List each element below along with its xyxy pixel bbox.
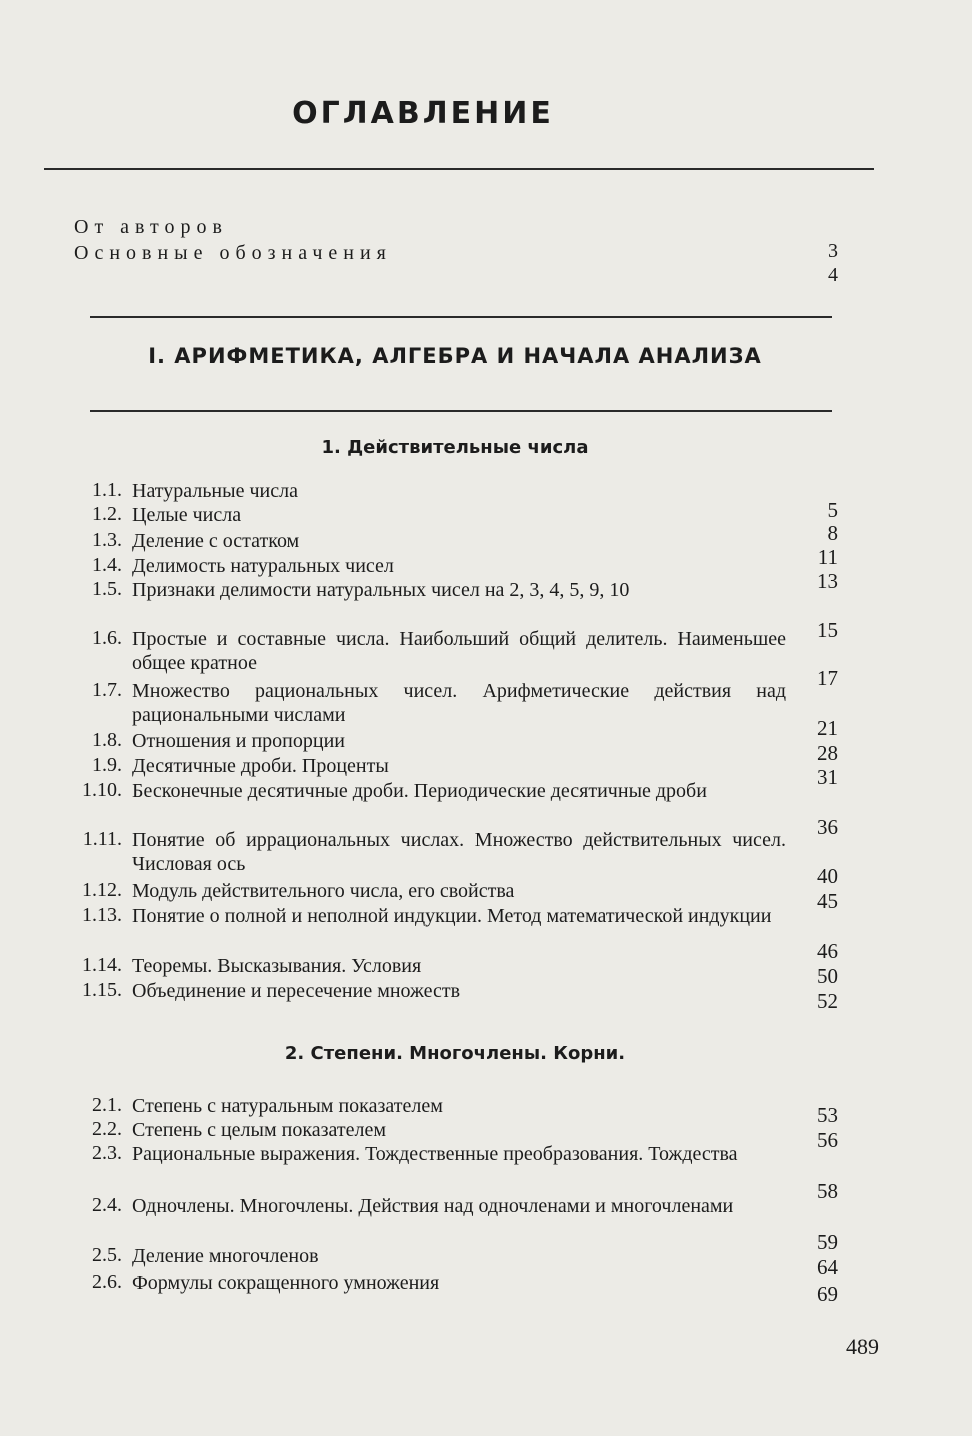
entry-title: Формулы сокращенного умножения	[132, 1272, 440, 1294]
entry-number: 1.8.	[92, 729, 122, 751]
front-matter-authors-page: 3	[828, 240, 838, 262]
entry-number: 1.4.	[92, 554, 122, 576]
entry-page: 53	[817, 1103, 838, 1127]
entry-number: 1.11.	[82, 828, 122, 850]
toc-entry	[50, 1271, 786, 1295]
entry-title: Деление с остатком	[132, 530, 300, 552]
entry-number: 1.2.	[92, 503, 122, 525]
toc-entry	[50, 729, 786, 753]
entry-page: 21	[817, 716, 838, 740]
entry-page: 13	[817, 569, 838, 593]
entry-page: 56	[817, 1128, 838, 1152]
entry-title: Степень с целым показателем	[132, 1119, 387, 1141]
entry-page: 40	[817, 864, 838, 888]
toc-entry	[50, 1194, 786, 1242]
toc-entry	[50, 529, 786, 553]
toc-entry	[50, 979, 786, 1003]
entry-number: 1.7.	[92, 679, 122, 701]
front-matter-authors: От авторов	[74, 216, 228, 238]
part-rule-bottom	[90, 410, 832, 412]
entry-title: Отношения и пропорции	[132, 730, 345, 752]
entry-title: Степень с натуральным показателем	[132, 1095, 443, 1117]
entry-title: Одночлены. Многочлены. Действия над одночленами и многочленами	[132, 1195, 734, 1217]
entry-number: 1.15.	[82, 979, 122, 1001]
toc-entry	[50, 679, 786, 727]
entry-page: 11	[817, 545, 838, 569]
entry-title: Десятичные дроби. Проценты	[132, 755, 389, 777]
entry-title: Бесконечные десятичные дроби. Периодические десятичные дроби	[132, 780, 707, 802]
toc-entry	[50, 1142, 786, 1190]
page-title: ОГЛАВЛЕНИЕ	[292, 96, 554, 131]
entry-number: 1.10.	[82, 779, 122, 801]
entry-number: 1.13.	[82, 904, 122, 926]
front-matter-notation-page: 4	[828, 264, 838, 286]
entry-title: Признаки делимости натуральных чисел на 2, 3, 4, 5, 9, 10	[132, 579, 630, 601]
entry-page: 46	[817, 939, 838, 963]
toc-entry	[50, 1244, 786, 1268]
entry-page: 5	[827, 498, 838, 522]
entry-page: 8	[827, 521, 838, 545]
entry-number: 2.4.	[92, 1194, 122, 1216]
entry-number: 1.5.	[92, 578, 122, 600]
entry-number: 2.2.	[92, 1118, 122, 1140]
entry-page: 36	[817, 815, 838, 839]
toc-entry	[50, 1118, 786, 1142]
entry-number: 2.6.	[92, 1271, 122, 1293]
entry-page: 59	[817, 1230, 838, 1254]
entry-number: 2.1.	[92, 1094, 122, 1116]
toc-entry	[50, 828, 786, 876]
entry-number: 1.3.	[92, 529, 122, 551]
entry-title: Понятие о полной и неполной индукции. Метод математической индукции	[132, 905, 772, 927]
entry-page: 58	[817, 1179, 838, 1203]
front-matter-notation: Основные обозначения	[74, 242, 392, 264]
entry-number: 1.12.	[82, 879, 122, 901]
entry-number: 1.1.	[92, 479, 122, 501]
part-rule-top	[90, 316, 832, 318]
toc-entry	[50, 503, 786, 527]
toc-entry	[50, 554, 786, 578]
toc-entry	[50, 954, 786, 978]
chapter-heading: 2. Степени. Многочлены. Корни.	[284, 1043, 626, 1064]
toc-entry	[50, 1094, 786, 1118]
entry-page: 28	[817, 741, 838, 765]
toc-entry	[50, 479, 786, 503]
toc-entry	[50, 879, 786, 903]
entry-title: Модуль действительного числа, его свойства	[132, 880, 515, 902]
entry-page: 45	[817, 889, 838, 913]
title-rule	[44, 168, 874, 170]
entry-title: Делимость натуральных чисел	[132, 555, 394, 577]
entry-number: 2.3.	[92, 1142, 122, 1164]
entry-page: 17	[817, 666, 838, 690]
entry-title: Деление многочленов	[132, 1245, 319, 1267]
entry-page: 15	[817, 618, 838, 642]
entry-title: Объединение и пересечение множеств	[132, 980, 461, 1002]
entry-title: Простые и составные числа. Наибольший общий делитель. Наименьшее общее кратное	[132, 628, 786, 674]
entry-number: 1.9.	[92, 754, 122, 776]
entry-title: Целые числа	[132, 504, 242, 526]
part-title: I. АРИФМЕТИКА, АЛГЕБРА И НАЧАЛА АНАЛИЗА	[148, 344, 762, 368]
entry-page: 50	[817, 964, 838, 988]
entry-page: 64	[817, 1255, 838, 1279]
entry-title: Рациональные выражения. Тождественные преобразования. Тождества	[132, 1143, 738, 1165]
entry-page: 52	[817, 989, 838, 1013]
entry-number: 1.6.	[92, 627, 122, 649]
toc-entry	[50, 627, 786, 675]
entry-page: 69	[817, 1282, 838, 1306]
entry-page: 31	[817, 765, 838, 789]
toc-entry	[50, 578, 786, 626]
chapter-heading: 1. Действительные числа	[321, 437, 589, 458]
entry-number: 2.5.	[92, 1244, 122, 1266]
entry-number: 1.14.	[82, 954, 122, 976]
toc-entry	[50, 779, 786, 827]
page-number: 489	[846, 1334, 879, 1359]
entry-title: Теоремы. Высказывания. Условия	[132, 955, 422, 977]
entry-title: Понятие об иррациональных числах. Множество действительных чисел. Числовая ось	[132, 829, 786, 875]
toc-entry	[50, 754, 786, 778]
entry-title: Множество рациональных чисел. Арифметические действия над рациональными числами	[132, 680, 786, 726]
toc-entry	[50, 904, 786, 952]
entry-title: Натуральные числа	[132, 480, 298, 502]
